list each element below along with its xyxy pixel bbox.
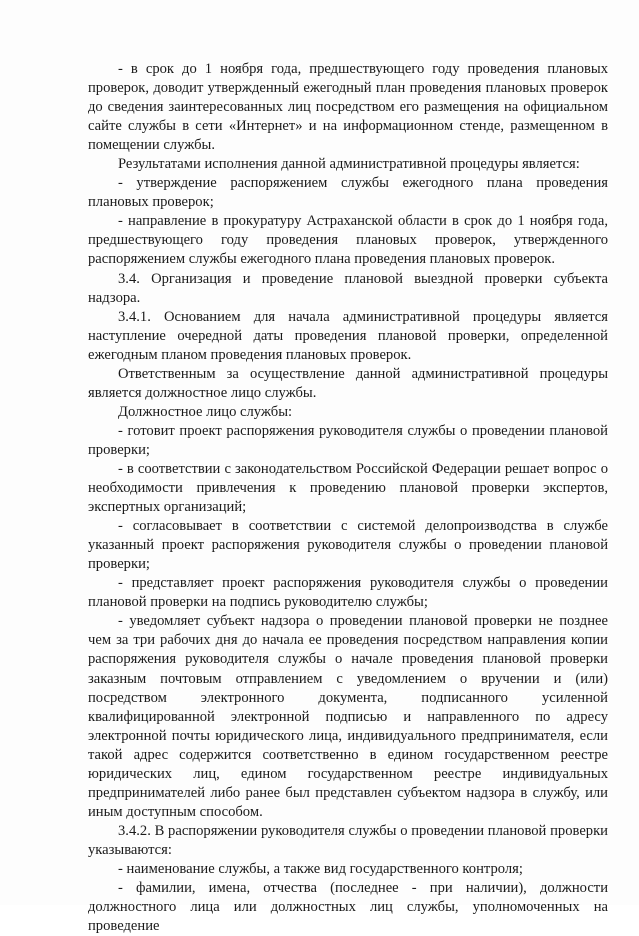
paragraph-responsible: Ответственным за осуществление данной административной процедуры является должностное лицо службы. [88, 365, 608, 401]
paragraph-notifies-subject: - уведомляет субъект надзора о проведении плановой проверки не позднее чем за три рабочих дня до начала ее проведения посредством направления копии распоряжения руководителя службы о начале проведения плановой проверки заказным почтовым отправлением с уведомлением о вручении и (или) посредством электронного документа, подписанного усиленной квалифицированной электронной подписью и направленного по адресу электронной почты юридического лица, индивидуального предпринимателя, если такой адрес содержится соответственно в едином государственном реестре юридических лиц, едином государственном реестре индивидуальных предпринимателей либо ранее был представлен субъектом надзора в службу, или иным доступным способом. [88, 613, 608, 820]
paragraph-result-prosecutor: - направление в прокуратуру Астраханской области в срок до 1 ноября года, предшествующего году проведения плановых проверок, утвержденного распоряжением службы ежегодного плана проведения плановых проверок. [88, 213, 608, 268]
paragraph-result-approval: - утверждение распоряжением службы ежегодного плана проведения плановых проверок; [88, 175, 608, 211]
paragraph-section-3-4-2: 3.4.2. В распоряжении руководителя службы о проведении плановой проверки указываются: [88, 822, 608, 858]
paragraph-agrees-draft: - согласовывает в соответствии с системой делопроизводства в службе указанный проект распоряжения руководителя службы о проведении плановой проверки; [88, 518, 608, 573]
paragraph-service-name: - наименование службы, а также вид государственного контроля; [118, 860, 523, 877]
paragraph-experts: - в соответствии с законодательством Российской Федерации решает вопрос о необходимости привлечения к проведению плановой проверки экспертов, экспертных организаций; [88, 460, 608, 516]
paragraph-officials-names: - фамилии, имена, отчества (последнее - при наличии), должности должностного лица или должностных лиц службы, уполномоченных на проведение [88, 880, 608, 935]
paragraph-official-intro: Должностное лицо службы: [118, 403, 293, 420]
paragraph-submits-draft: - представляет проект распоряжения руководителя службы о проведении плановой проверки на подпись руководителю службы; [88, 575, 608, 611]
paragraph-section-3-4-1: 3.4.1. Основанием для начала административной процедуры является наступление очередной даты проведения плановой проверки, определенной ежегодным планом проведения плановых проверок. [88, 308, 608, 363]
document-body [88, 60, 608, 936]
paragraph-results-intro: Результатами исполнения данной административной процедуры является: [118, 156, 580, 173]
paragraph-prepares-draft: - готовит проект распоряжения руководителя службы о проведении плановой проверки; [88, 422, 608, 458]
paragraph-section-3-4: 3.4. Организация и проведение плановой выездной проверки субъекта надзора. [88, 270, 608, 306]
paragraph-schedule-deadline: - в срок до 1 ноября года, предшествующего году проведения плановых проверок, доводит утвержденный ежегодный план проведения плановых проверок до сведения заинтересованных лиц посредством его размещения на официальном сайте службы в сети «Интернет» и на информационном стенде, размещенном в помещении службы. [88, 61, 608, 154]
